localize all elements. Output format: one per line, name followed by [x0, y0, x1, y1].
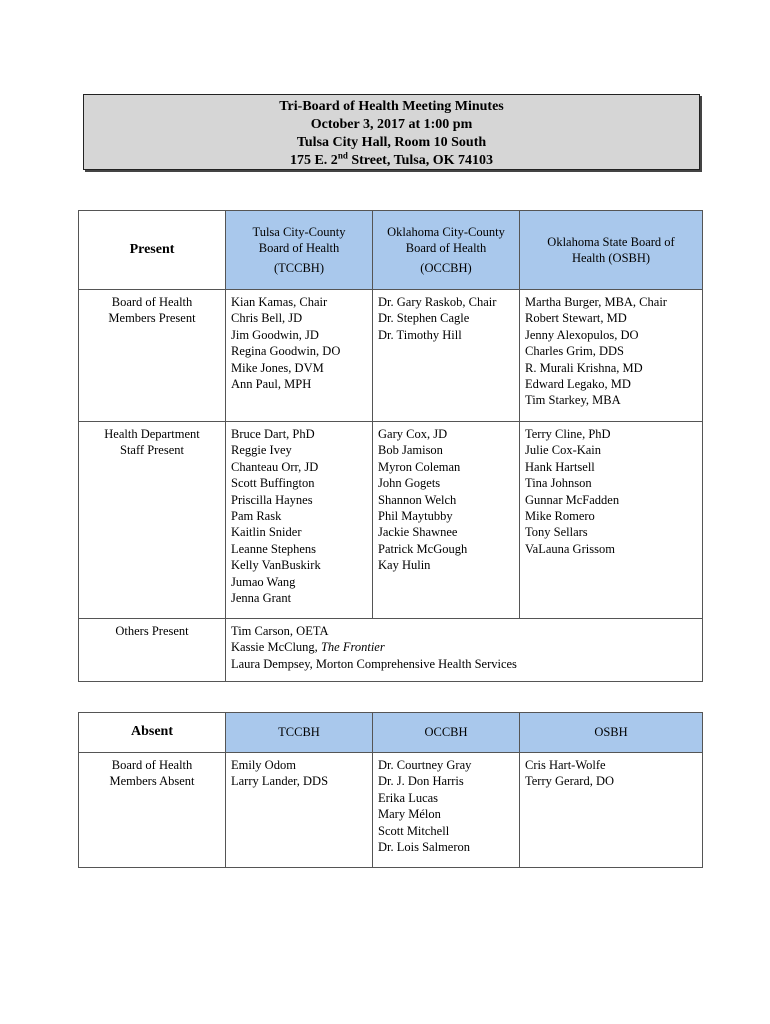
- present-table: [78, 210, 703, 682]
- osbh-members-list: [520, 290, 703, 422]
- list-item: Julie Cox-Kain: [525, 443, 602, 458]
- address-prefix: 175 E. 2: [289, 153, 338, 168]
- header-line: Board of Health: [405, 241, 487, 256]
- list-item: Kian Kamas, Chair: [231, 295, 328, 309]
- list-item: Hank Hartsell: [525, 459, 595, 474]
- list-item: Jenny Alexopulos, DO: [525, 327, 639, 342]
- others-present-row: [79, 619, 703, 682]
- list-item: Mary Mélon: [378, 807, 441, 822]
- list-item: Chanteau Orr, JD: [231, 459, 319, 474]
- column-header-occbh: [373, 211, 520, 290]
- row-label: [79, 753, 226, 868]
- occbh-members-list: [373, 290, 520, 422]
- list-item: Phil Maytubby: [378, 509, 453, 524]
- column-header-tccbh: [226, 211, 373, 290]
- list-item: Jenna Grant: [231, 591, 292, 606]
- list-item: Kay Hulin: [378, 558, 431, 573]
- list-item: Jumao Wang: [231, 574, 296, 589]
- header-line: Board of Health: [258, 241, 340, 256]
- list-item: Tony Sellars: [525, 525, 588, 540]
- list-item: R. Murali Krishna, MD: [525, 360, 643, 375]
- meeting-location: Tulsa City Hall, Room 10 South: [296, 135, 487, 150]
- list-item: Myron Coleman: [378, 459, 461, 474]
- list-item: Scott Mitchell: [378, 823, 450, 838]
- list-item: Terry Gerard, DO: [525, 774, 615, 789]
- list-item: Dr. Gary Raskob, Chair: [378, 295, 497, 309]
- occbh-staff-list: [373, 422, 520, 619]
- list-item: Shannon Welch: [378, 492, 457, 507]
- list-item: Tim Carson, OETA: [231, 624, 329, 638]
- list-item: Jim Goodwin, JD: [231, 327, 319, 342]
- list-item: Gunnar McFadden: [525, 492, 620, 507]
- list-item: Kaitlin Snider: [231, 525, 302, 540]
- list-item: Martha Burger, MBA, Chair: [525, 295, 667, 309]
- tccbh-absent-list: [226, 753, 373, 868]
- list-item: Dr. Timothy Hill: [378, 327, 462, 342]
- tccbh-members-list: [226, 290, 373, 422]
- absent-heading: Absent: [79, 713, 226, 753]
- list-item: Reggie Ivey: [231, 443, 292, 458]
- list-item: Tim Starkey, MBA: [525, 393, 621, 408]
- list-item: VaLauna Grissom: [525, 541, 615, 556]
- list-item: Priscilla Haynes: [231, 492, 313, 507]
- members-absent-row: [79, 753, 703, 868]
- column-header-tccbh: TCCBH: [226, 713, 373, 753]
- row-label: [79, 290, 226, 422]
- list-item: Pam Rask: [231, 509, 282, 524]
- present-heading: Present: [79, 211, 226, 290]
- list-item: Mike Jones, DVM: [231, 360, 324, 375]
- list-item: Emily Odom: [231, 758, 296, 772]
- list-item: Dr. Stephen Cagle: [378, 311, 470, 326]
- staff-present-row: [79, 422, 703, 619]
- label-line: Members Present: [108, 311, 196, 326]
- list-item: Erika Lucas: [378, 790, 439, 805]
- name-text: Kassie McClung,: [231, 640, 321, 655]
- header-line: (TCCBH): [274, 260, 324, 275]
- list-item: Charles Grim, DDS: [525, 344, 624, 359]
- osbh-absent-list: [520, 753, 703, 868]
- list-item: Chris Bell, JD: [231, 311, 303, 326]
- list-item: Mike Romero: [525, 509, 595, 524]
- list-item: Dr. J. Don Harris: [378, 774, 464, 789]
- others-present-list: [226, 619, 703, 682]
- address-suffix: Street, Tulsa, OK 74103: [347, 153, 494, 168]
- present-header-row: [79, 211, 703, 290]
- publication-name: The Frontier: [320, 640, 385, 655]
- list-item: Gary Cox, JD: [378, 427, 448, 441]
- title-line: Tri-Board of Health Meeting Minutes: [279, 99, 504, 114]
- list-item: Patrick McGough: [378, 541, 468, 556]
- list-item: [231, 639, 697, 655]
- occbh-absent-list: [373, 753, 520, 868]
- label-line: Members Absent: [109, 774, 195, 789]
- tccbh-staff-list: [226, 422, 373, 619]
- list-item: Dr. Lois Salmeron: [378, 840, 471, 855]
- label-line: Staff Present: [120, 443, 184, 458]
- column-header-occbh: OCCBH: [373, 713, 520, 753]
- header-line: Oklahoma City-County: [387, 224, 505, 239]
- label-line: Board of Health: [111, 758, 193, 772]
- label-line: Board of Health: [111, 295, 193, 309]
- meeting-date: October 3, 2017 at 1:00 pm: [310, 117, 473, 132]
- header-line: (OCCBH): [420, 260, 472, 275]
- list-item: Bruce Dart, PhD: [231, 427, 315, 441]
- absent-header-row: [79, 713, 703, 753]
- document-title-block: [83, 94, 700, 170]
- row-label: Others Present: [79, 619, 226, 682]
- list-item: Terry Cline, PhD: [525, 427, 611, 441]
- list-item: Regina Goodwin, DO: [231, 344, 341, 359]
- list-item: Kelly VanBuskirk: [231, 558, 321, 573]
- list-item: Larry Lander, DDS: [231, 774, 329, 789]
- list-item: Laura Dempsey, Morton Comprehensive Health Services: [231, 656, 517, 671]
- list-item: Ann Paul, MPH: [231, 377, 312, 392]
- list-item: Bob Jamison: [378, 443, 443, 458]
- column-header-osbh: OSBH: [520, 713, 703, 753]
- list-item: John Gogets: [378, 476, 441, 491]
- header-line: Oklahoma State Board of: [547, 234, 675, 249]
- members-present-row: [79, 290, 703, 422]
- list-item: Leanne Stephens: [231, 541, 317, 556]
- row-label: [79, 422, 226, 619]
- meeting-address: [84, 152, 699, 170]
- list-item: Robert Stewart, MD: [525, 311, 627, 326]
- list-item: Edward Legako, MD: [525, 377, 631, 392]
- list-item: Tina Johnson: [525, 476, 592, 491]
- header-line: Health (OSBH): [571, 251, 651, 265]
- list-item: Cris Hart-Wolfe: [525, 758, 606, 772]
- header-line: Tulsa City-County: [252, 224, 346, 239]
- list-item: Scott Buffington: [231, 476, 315, 491]
- absent-table: [78, 712, 703, 868]
- label-line: Health Department: [104, 427, 200, 441]
- list-item: Dr. Courtney Gray: [378, 758, 472, 772]
- address-ordinal: nd: [337, 150, 348, 161]
- column-header-osbh: [520, 211, 703, 290]
- list-item: Jackie Shawnee: [378, 525, 458, 540]
- osbh-staff-list: [520, 422, 703, 619]
